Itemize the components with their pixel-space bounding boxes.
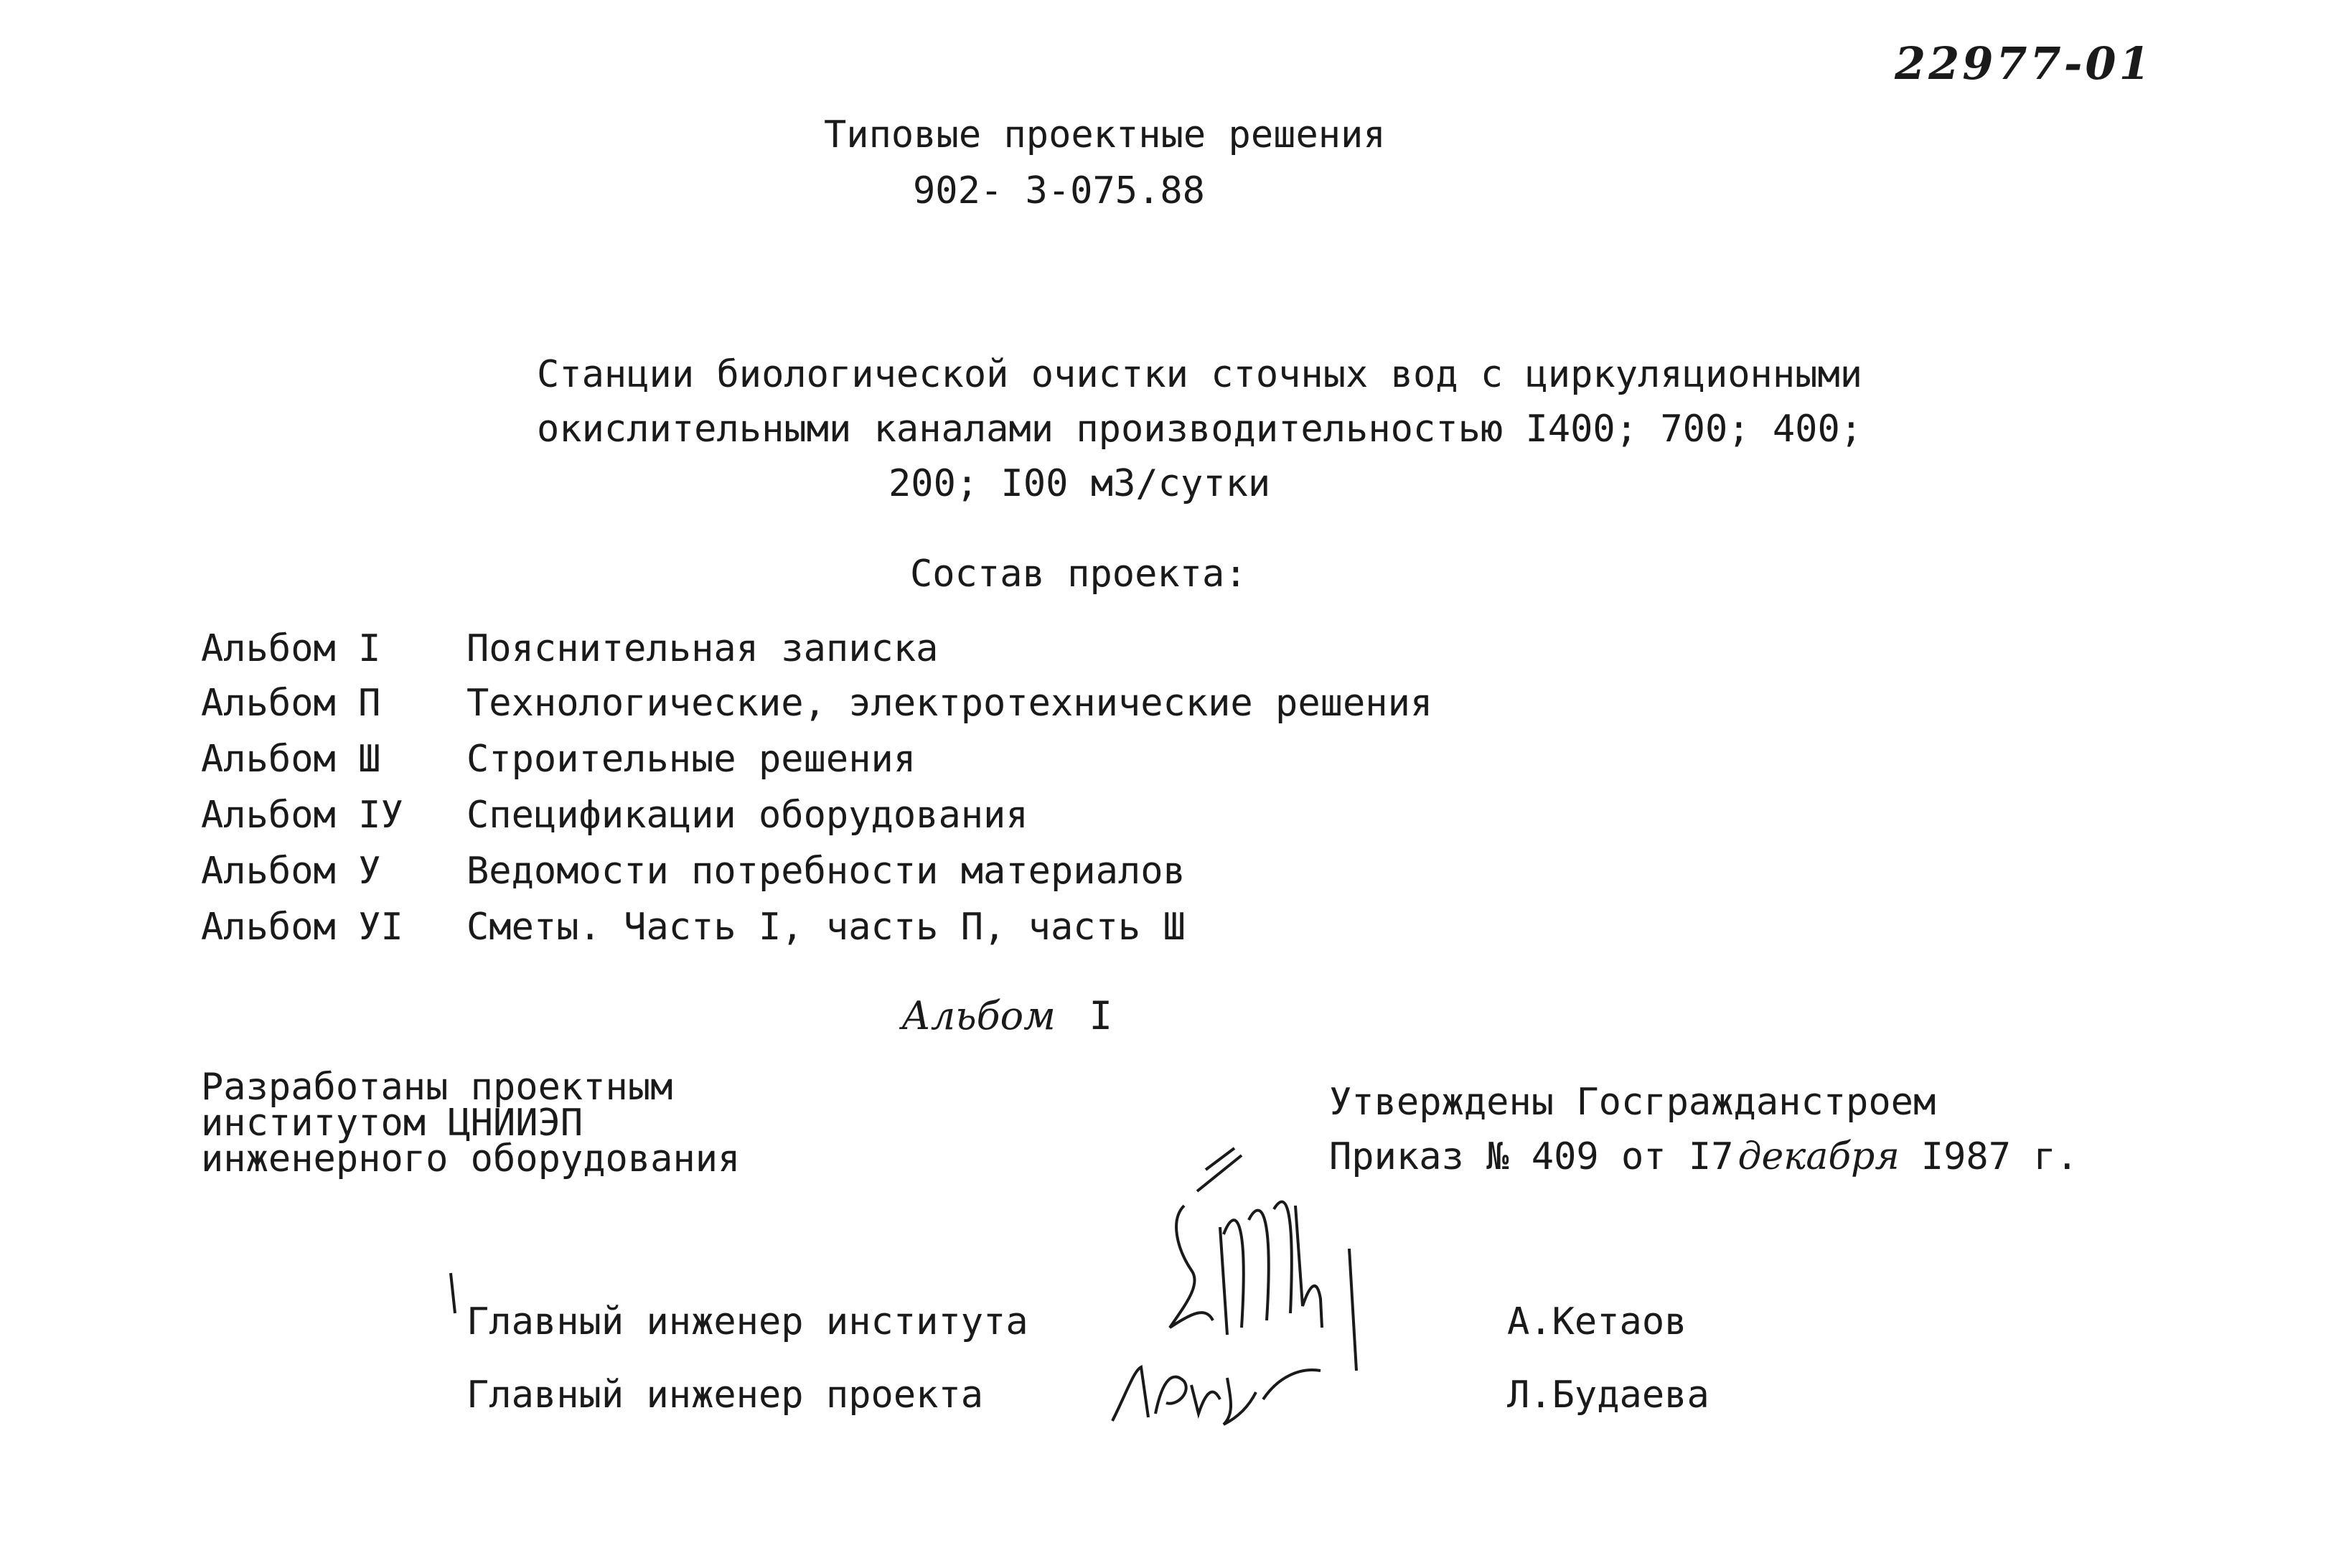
album-row xyxy=(201,738,916,781)
developer-line-3: инженерного оборудования xyxy=(201,1137,741,1180)
album-title: Строительные решения xyxy=(466,738,916,781)
album-label: Альбом Ш xyxy=(201,738,381,781)
approval-order xyxy=(1329,1135,2078,1178)
album-title: Сметы. Часть I, часть П, часть Ш xyxy=(466,906,1186,949)
developer-block xyxy=(201,1066,741,1180)
signature-chief-engineer-project xyxy=(1105,1349,1335,1435)
current-album-number: I xyxy=(1089,993,1112,1038)
approval-order-year: I987 г. xyxy=(1920,1135,2078,1178)
signature-role-2: Главный инженер проекта xyxy=(466,1374,984,1417)
series-heading: Типовые проектные решения xyxy=(824,113,1386,156)
archive-number-stamp: 22977-01 xyxy=(1895,37,2153,90)
album-title: Пояснительная записка xyxy=(466,627,939,670)
album-label: Альбом УI xyxy=(201,906,403,949)
tick-mark xyxy=(445,1270,466,1320)
series-number: 902- 3-075.88 xyxy=(913,169,1205,212)
current-album xyxy=(901,993,1112,1038)
album-title: Ведомости потребности материалов xyxy=(466,850,1186,893)
album-row xyxy=(201,906,1186,949)
approval-line: Утверждены Госгражданстроем xyxy=(1329,1081,1936,1124)
title-line-3: 200; I00 м3/сутки xyxy=(888,462,1271,505)
album-row xyxy=(201,794,1028,837)
album-label: Альбом I xyxy=(201,627,381,670)
approval-order-prefix: Приказ № 409 от I7 xyxy=(1329,1135,1734,1178)
album-title: Спецификации оборудования xyxy=(466,794,1028,837)
album-label: Альбом У xyxy=(201,850,381,893)
album-row xyxy=(201,850,1186,893)
title-line-1: Станции биологической очистки сточных вод с циркуляционными xyxy=(537,353,1863,396)
album-label: Альбом П xyxy=(201,682,381,725)
title-line-2: окислительными каналами производительностью I400; 700; 400; xyxy=(537,408,1863,451)
approval-order-month: декабря xyxy=(1737,1135,1900,1178)
signature-name-1: А.Кетаов xyxy=(1507,1300,1687,1343)
album-title: Технологические, электротехнические решения xyxy=(466,682,1433,725)
signature-name-2: Л.Будаева xyxy=(1507,1374,1709,1417)
signature-chief-engineer-institute xyxy=(1141,1141,1378,1378)
composition-heading: Состав проекта: xyxy=(910,553,1247,596)
developer-line-2: институтом ЦНИИЭП xyxy=(201,1102,583,1145)
album-label: Альбом IУ xyxy=(201,794,403,837)
current-album-word: Альбом xyxy=(901,993,1056,1038)
signature-role-1: Главный инженер института xyxy=(466,1300,1028,1343)
developer-line-1: Разработаны проектным xyxy=(201,1066,673,1109)
album-row xyxy=(201,627,938,670)
album-row xyxy=(201,682,1432,725)
